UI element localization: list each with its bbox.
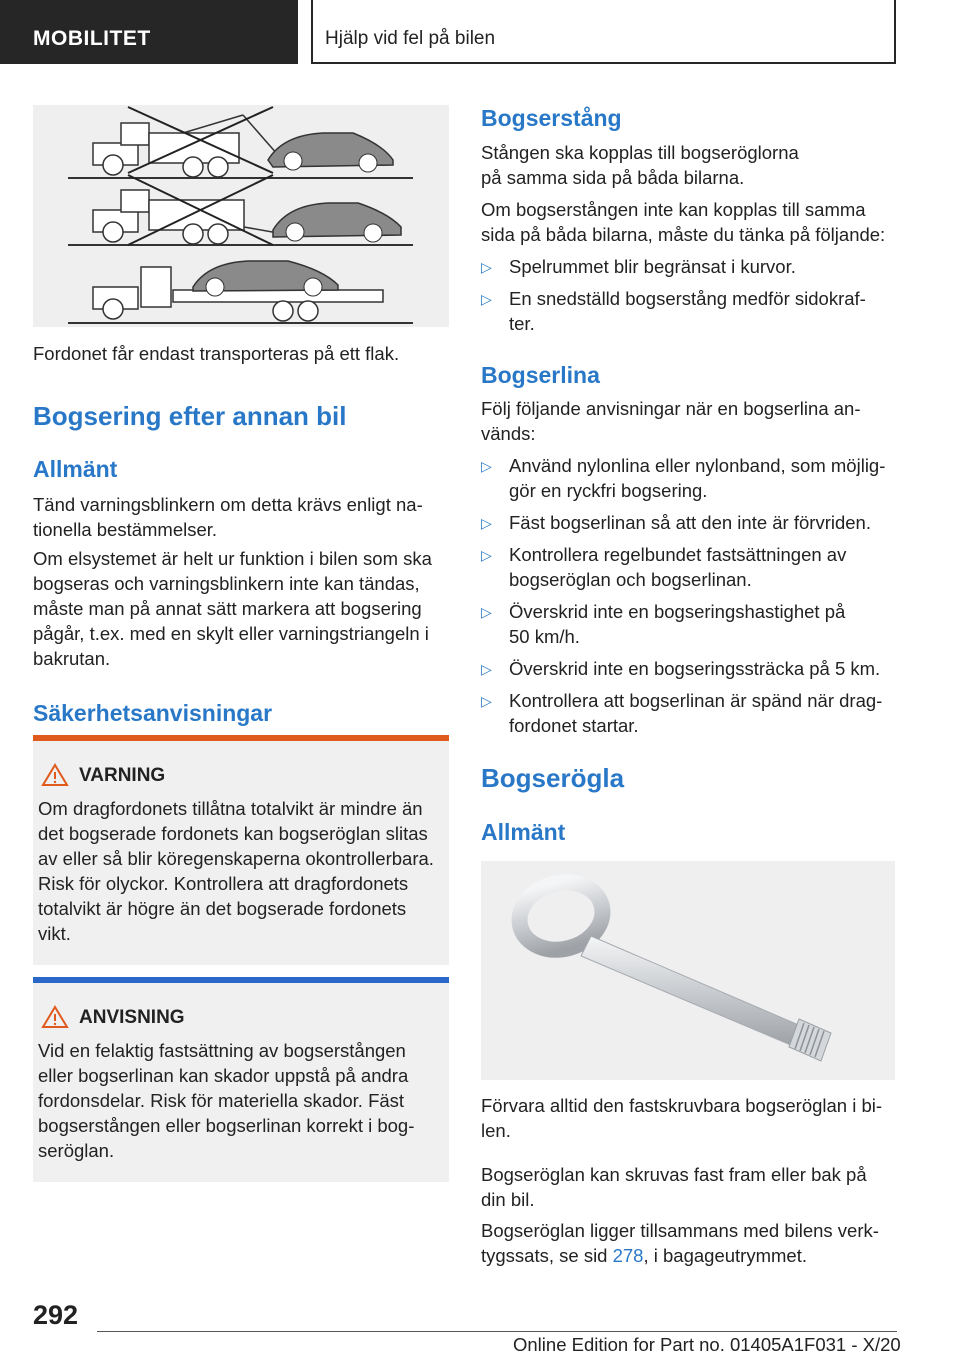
warning-triangle-icon	[41, 763, 69, 787]
bullet-triangle-icon: ▷	[481, 259, 492, 275]
transport-illustration	[33, 105, 449, 327]
paragraph: Tänd varningsblinkern om detta krävs enligt na- tionella bestämmelser.	[33, 494, 423, 540]
subsection-heading: Bogserstång	[481, 105, 622, 131]
paragraph: Bogseröglan ligger tillsammans med bilens verk- tygssats, se sid 278, i bagageutrymmet.	[481, 1220, 879, 1266]
bullet-triangle-icon: ▷	[481, 291, 492, 307]
image-caption: Förvara alltid den fastskruvbara bogseröglan i bi- len.	[481, 1095, 883, 1141]
notice-accent-bar	[33, 977, 449, 983]
warning-box	[33, 735, 449, 965]
section-tab	[0, 0, 298, 64]
page-reference-link[interactable]: 278	[612, 1245, 644, 1266]
bullet-triangle-icon: ▷	[481, 458, 492, 474]
page-number: 292	[33, 1300, 79, 1330]
warning-accent-bar	[33, 735, 449, 741]
section-title: MOBILITET	[33, 27, 151, 50]
subsection-heading: Säkerhetsanvisningar	[33, 700, 273, 726]
list-item: ▷ Använd nylonlina eller nylonband, som möjlig- gör en ryckfri bogsering.	[481, 455, 886, 501]
notice-box	[33, 977, 449, 1182]
list-item: ▷ Överskrid inte en bogseringshastighet på 50 km/h.	[481, 601, 846, 647]
towing-eye-image	[481, 861, 895, 1080]
paragraph: Bogseröglan kan skruvas fast fram eller bak på din bil.	[481, 1164, 867, 1210]
list-item: ▷ Kontrollera att bogserlinan är spänd när drag- fordonet startar.	[481, 690, 883, 736]
bullet-triangle-icon: ▷	[481, 604, 492, 620]
image-caption: Fordonet får endast transporteras på ett flak.	[33, 343, 400, 364]
tow-truck-illustration	[33, 105, 449, 327]
section-heading: Bogserögla	[481, 763, 625, 793]
section-heading: Bogsering efter annan bil	[33, 401, 347, 431]
notice-triangle-icon	[41, 1005, 69, 1029]
footer-divider	[97, 1331, 897, 1332]
paragraph: Följ följande anvisningar när en bogserlina an- vänds:	[481, 398, 861, 444]
subsection-heading: Bogserlina	[481, 362, 600, 388]
subsection-heading: Allmänt	[33, 456, 118, 482]
notice-title: ANVISNING	[79, 1007, 185, 1028]
list-item: ▷ Spelrummet blir begränsat i kurvor.	[481, 254, 897, 279]
edition-footer: Online Edition for Part no. 01405A1F031 - X/20	[513, 1334, 901, 1355]
chapter-title: Hjälp vid fel på bilen	[325, 28, 496, 49]
paragraph: Om elsystemet är helt ur funktion i bilen som ska bogseras och varningsblinkern inte kan tändas, måste man på annat sätt markera att bogsering pågår, t.ex. med en skylt eller varningstriangeln i bakrutan.	[33, 548, 432, 669]
bullet-triangle-icon: ▷	[481, 661, 492, 677]
bullet-triangle-icon: ▷	[481, 547, 492, 563]
list-item: ▷ Kontrollera regelbundet fastsättningen av bogseröglan och bogserlinan.	[481, 544, 847, 590]
list-item: ▷ Fäst bogserlinan så att den inte är förvriden.	[481, 510, 897, 535]
paragraph: Stången ska kopplas till bogseröglorna på samma sida på båda bilarna.	[481, 142, 799, 188]
chapter-tab	[311, 0, 896, 64]
list-item: ▷ Överskrid inte en bogseringssträcka på 5 km.	[481, 656, 897, 681]
warning-title: VARNING	[79, 765, 166, 786]
paragraph: Om bogserstången inte kan kopplas till samma sida på båda bilarna, måste du tänka på följande:	[481, 199, 886, 245]
subsection-heading: Allmänt	[481, 819, 566, 845]
bullet-triangle-icon: ▷	[481, 515, 492, 531]
warning-text: Om dragfordonets tillåtna totalvikt är mindre än det bogserade fordonets kan bogseröglan slitas av eller så blir köregenskaperna okontrollerbara. Risk för olyckor. Kontrollera att dragfordonets totalvikt är högre än det bogserade fordonets vikt.	[38, 798, 434, 944]
list-item: ▷ En snedställd bogserstång medför sidokraf- ter.	[481, 288, 866, 334]
bullet-triangle-icon: ▷	[481, 693, 492, 709]
towing-eye-illustration	[481, 861, 895, 1080]
notice-text: Vid en felaktig fastsättning av bogserstången eller bogserlinan kan skador uppstå på andra fordonsdelar. Risk för materiella skador. Fäst bogserstången eller bogserlinan korrekt i bog- seröglan.	[38, 1040, 415, 1161]
